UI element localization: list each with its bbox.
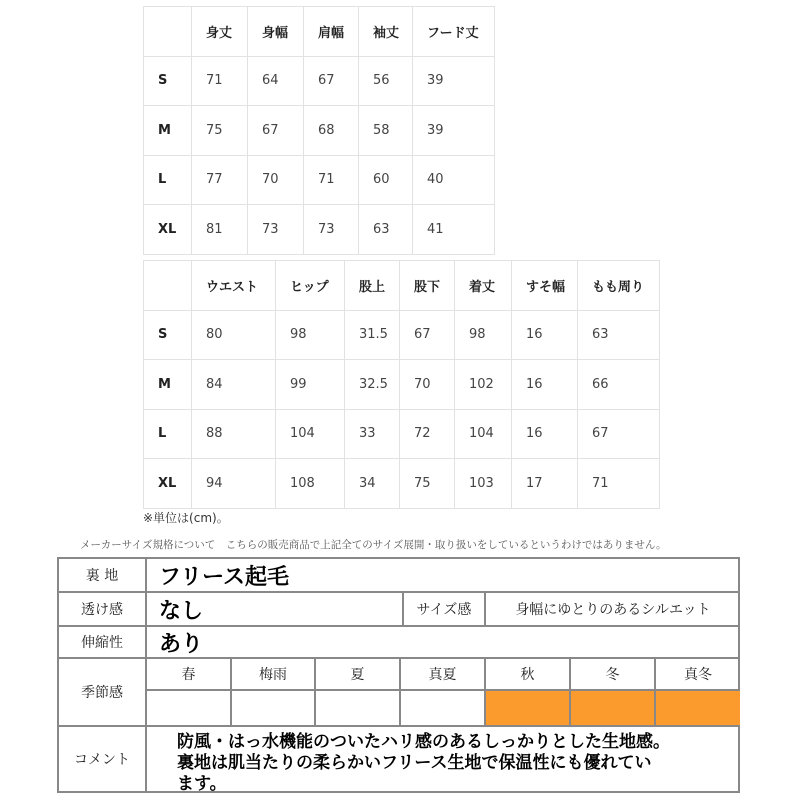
header-cell: 袖丈	[359, 7, 413, 57]
season-label: 季節感	[59, 659, 147, 727]
header-cell: 股下	[400, 261, 455, 311]
season-name: 夏	[316, 659, 401, 691]
table-cell: 16	[512, 310, 578, 360]
table-cell: 67	[304, 56, 359, 106]
table-cell: 108	[276, 459, 345, 509]
table-row	[144, 409, 660, 459]
lining-label: 裏 地	[59, 559, 147, 593]
table-cell: 68	[304, 106, 359, 156]
table-cell: 98	[455, 310, 512, 360]
season-name: 春	[147, 659, 232, 691]
season-indicator	[656, 691, 740, 727]
table-cell: 80	[192, 310, 276, 360]
table-cell: 66	[578, 360, 660, 410]
table-row	[144, 205, 495, 255]
size-label: XL	[144, 459, 192, 509]
comment-label: コメント	[59, 727, 147, 791]
season-indicator	[401, 691, 486, 727]
sheer-value: なし	[147, 593, 404, 627]
header-cell: 股上	[345, 261, 400, 311]
table-row	[144, 56, 495, 106]
size-label: S	[144, 310, 192, 360]
table-row	[144, 155, 495, 205]
size-label: M	[144, 106, 192, 156]
table-cell: 71	[578, 459, 660, 509]
header-cell: すそ幅	[512, 261, 578, 311]
header-cell	[144, 7, 192, 57]
table-cell: 60	[359, 155, 413, 205]
table-cell: 40	[413, 155, 495, 205]
table-cell: 58	[359, 106, 413, 156]
season-name: 秋	[486, 659, 571, 691]
header-cell: 着丈	[455, 261, 512, 311]
table-cell: 70	[248, 155, 304, 205]
table-cell: 98	[276, 310, 345, 360]
table-cell: 103	[455, 459, 512, 509]
sheer-label: 透け感	[59, 593, 147, 627]
header-cell: 肩幅	[304, 7, 359, 57]
header-cell	[144, 261, 192, 311]
table-cell: 71	[304, 155, 359, 205]
table-row	[144, 360, 660, 410]
table-cell: 84	[192, 360, 276, 410]
table-cell: 67	[400, 310, 455, 360]
table-cell: 41	[413, 205, 495, 255]
table-cell: 94	[192, 459, 276, 509]
size-feel-label: サイズ感	[404, 593, 486, 627]
size-table-tops	[143, 6, 495, 255]
table-cell: 34	[345, 459, 400, 509]
spec-table	[57, 557, 740, 793]
table-cell: 64	[248, 56, 304, 106]
table-cell: 63	[359, 205, 413, 255]
table-cell: 56	[359, 56, 413, 106]
table-header-row	[144, 7, 495, 57]
maker-size-note: メーカーサイズ規格について こちらの販売商品で上記全てのサイズ展開・取り扱いをしているというわけではありません。	[80, 539, 667, 551]
comment-line: 防風・はっ水機能のついたハリ感のあるしっかりとした生地感。	[177, 732, 670, 752]
table-row	[144, 106, 495, 156]
header-cell: もも周り	[578, 261, 660, 311]
table-cell: 88	[192, 409, 276, 459]
size-label: L	[144, 409, 192, 459]
table-cell: 17	[512, 459, 578, 509]
table-cell: 39	[413, 56, 495, 106]
size-label: S	[144, 56, 192, 106]
comment-line: ます。	[177, 774, 227, 794]
table-row	[144, 310, 660, 360]
table-cell: 75	[192, 106, 248, 156]
header-cell: ヒップ	[276, 261, 345, 311]
season-indicator	[486, 691, 571, 727]
table-cell: 32.5	[345, 360, 400, 410]
table-cell: 104	[276, 409, 345, 459]
table-header-row	[144, 261, 660, 311]
table-cell: 16	[512, 360, 578, 410]
season-indicator	[571, 691, 656, 727]
table-cell: 102	[455, 360, 512, 410]
table-cell: 73	[304, 205, 359, 255]
stretch-label: 伸縮性	[59, 627, 147, 659]
table-cell: 67	[578, 409, 660, 459]
table-cell: 99	[276, 360, 345, 410]
size-label: L	[144, 155, 192, 205]
header-cell: 身丈	[192, 7, 248, 57]
season-indicator	[316, 691, 401, 727]
season-name: 真夏	[401, 659, 486, 691]
season-name: 冬	[571, 659, 656, 691]
season-name: 真冬	[656, 659, 740, 691]
season-indicator	[147, 691, 232, 727]
unit-note: ※単位は(cm)。	[143, 511, 229, 525]
table-cell: 81	[192, 205, 248, 255]
lining-value: フリース起毛	[147, 559, 740, 593]
size-label: M	[144, 360, 192, 410]
table-cell: 75	[400, 459, 455, 509]
header-cell: 身幅	[248, 7, 304, 57]
size-label: XL	[144, 205, 192, 255]
size-table-bottoms	[143, 260, 660, 509]
table-cell: 71	[192, 56, 248, 106]
header-cell: フード丈	[413, 7, 495, 57]
table-cell: 16	[512, 409, 578, 459]
comment-line: 裏地は肌当たりの柔らかいフリース生地で保温性にも優れてい	[177, 753, 652, 773]
table-cell: 77	[192, 155, 248, 205]
header-cell: ウエスト	[192, 261, 276, 311]
season-name: 梅雨	[232, 659, 316, 691]
size-feel-value: 身幅にゆとりのあるシルエット	[486, 593, 740, 627]
table-cell: 104	[455, 409, 512, 459]
table-cell: 33	[345, 409, 400, 459]
table-cell: 73	[248, 205, 304, 255]
comment-text	[147, 727, 740, 794]
season-indicator	[232, 691, 316, 727]
table-cell: 63	[578, 310, 660, 360]
table-cell: 39	[413, 106, 495, 156]
table-cell: 31.5	[345, 310, 400, 360]
table-cell: 67	[248, 106, 304, 156]
stretch-value: あり	[147, 627, 740, 659]
table-cell: 72	[400, 409, 455, 459]
table-row	[144, 459, 660, 509]
table-cell: 70	[400, 360, 455, 410]
